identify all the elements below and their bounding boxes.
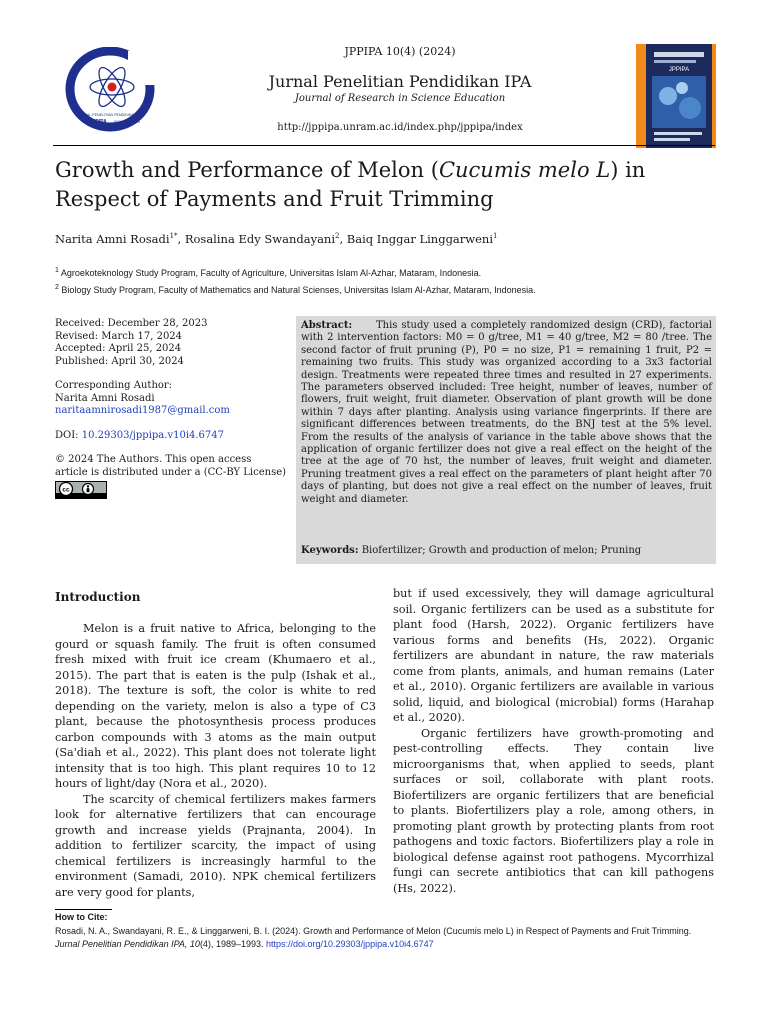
keywords	[301, 545, 712, 556]
cover-label: JPPIPA	[668, 67, 690, 73]
license-text: © 2024 The Authors. This open access article is distributed under a (CC-BY License)	[55, 454, 287, 478]
author-name: Narita Amni Rosadi	[55, 232, 170, 246]
journal-title: Jurnal Penelitian Pendidikan IPA	[268, 72, 532, 91]
how-to-cite-label: How to Cite:	[55, 912, 108, 922]
journal-logo	[58, 47, 158, 137]
citation-issue-pages: (4), 1989–1993.	[199, 939, 266, 949]
how-to-cite-text	[55, 925, 717, 951]
affiliation-item	[55, 264, 715, 281]
paragraph: Organic fertilizers have growth-promoting and pest-controlling effects. They contain live microorganisms that, when applied to seeds, plant surfaces or soil, collaborate with plant roots. Biofertilizers are organic fertilizers that are beneficial to plants. Biofertilizers play a role, among others, in promoting plant growth by protecting plants from root pathogens and toxic factors. Biofertilizers play a role in biological defense against root pathogens. Mycorrhizal fungi can secrete antibiotics that can kill pathogens (Hs, 2022).	[393, 726, 714, 895]
logo-caption: JURNAL PENELITIAN PENDIDIKAN IPA	[77, 113, 143, 117]
author-name: Rosalina Edy Swandayani	[184, 232, 336, 246]
affiliation-item	[55, 281, 715, 298]
dates-block	[55, 318, 287, 368]
cc-by-license-icon[interactable]	[55, 481, 107, 499]
affiliation-mark: 1	[55, 267, 59, 274]
doi-label: DOI:	[55, 429, 82, 441]
author-list: Narita Amni Rosadi$^{1*}$, Rosalina Edy Swandayani$^2$, Baiq Inggar Linggarweni$^1$	[55, 232, 498, 246]
corresponding-email-link[interactable]: naritaamnirosadi1987@gmail.com	[55, 405, 230, 416]
journal-header	[180, 45, 620, 133]
published-date: Published: April 30, 2024	[55, 355, 184, 367]
corresponding-author-block	[55, 380, 287, 418]
keywords-label: Keywords:	[301, 545, 359, 556]
journal-url[interactable]: http://jppipa.unram.ac.id/index.php/jppipa/index	[277, 122, 523, 133]
body-column-right	[393, 586, 714, 896]
received-date: Received: December 28, 2023	[55, 318, 208, 329]
paragraph: but if used excessively, they will damage agricultural soil. Organic fertilizers can be used as a substitute for plant food (Harsh, 2022). Organic fertilizers have various forms and benefits (Hs, 2022). Organic fertilizers are abundant in nature, the raw materials come from plants, animals, and human remains (Later et al., 2010). Organic fertilizers are available in various solid, liquid, and biological (microbial) forms (Harahap et al., 2020).	[393, 587, 714, 724]
author-name: Baiq Inggar Linggarweni	[346, 232, 494, 246]
keywords-text: Biofertilizer; Growth and production of melon; Pruning	[361, 545, 642, 556]
article-info	[55, 318, 287, 504]
citation-doi-link[interactable]: https://doi.org/10.29303/jppipa.v10i4.6747	[266, 939, 434, 949]
article-title	[55, 156, 725, 214]
logo-issn: ISSN: 2460-7924	[113, 120, 141, 124]
accepted-date: Accepted: April 25, 2024	[55, 343, 182, 354]
doi-block	[55, 430, 287, 443]
cc-text: cc	[62, 486, 70, 494]
title-part-2: ) in Respect of Payments and Fruit Trimming	[55, 158, 646, 211]
footnote-rule	[55, 909, 112, 910]
abstract	[301, 320, 712, 506]
journal-subtitle: Journal of Research in Science Education	[294, 93, 506, 104]
logo-acronym: JPPIPA	[89, 119, 107, 125]
citation-journal: Jurnal Penelitian Pendidikan IPA, 10	[55, 939, 200, 949]
abstract-label: Abstract:	[301, 320, 353, 331]
journal-issue: JPPIPA 10(4) (2024)	[344, 45, 456, 58]
revised-date: Revised: March 17, 2024	[55, 330, 183, 342]
corresponding-label: Corresponding Author:	[55, 380, 173, 391]
author-affiliation-mark: 2	[335, 232, 340, 241]
doi-link[interactable]: 10.29303/jppipa.v10i4.6747	[81, 429, 225, 441]
affiliation-text: Biology Study Program, Faculty of Mathematics and Natural Scienses, Universitas Islam Al-Azhar, Mataram, Indonesia.	[61, 284, 536, 295]
title-part-1: Growth and Performance of Melon (	[55, 158, 439, 182]
author-affiliation-mark: 1	[493, 232, 498, 241]
title-species: Cucumis melo L	[438, 158, 611, 182]
body-column-left	[55, 621, 376, 900]
affiliation-text: Agroekoteknology Study Program, Faculty of Agriculture, Universitas Islam Al-Azhar, Mataram, Indonesia.	[60, 268, 482, 278]
header-rule	[53, 145, 715, 146]
section-heading-introduction: Introduction	[55, 590, 141, 604]
paragraph: The scarcity of chemical fertilizers makes farmers look for alternative fertilizers that can encourage growth and increase yields (Prajnanta, 2004). In addition to fertilizer scarcity, the impact of using chemical fertilizers is increasingly harmful to the environment (Samadi, 2010). NPK chemical fertilizers are very good for plants,	[55, 792, 376, 899]
paragraph: Melon is a fruit native to Africa, belonging to the gourd or squash family. The fruit is often consumed fresh mixed with fruit ice cream (Khumaero et al., 2015). The part that is eaten is the pulp (Ishak et al., 2018). The texture is soft, the color is white to red depending on the variety, melon is also a type of C3 plant, because the photosynthesis process produces carbon compounds with 3 atoms as the main output (Sa'diah et al., 2022). This plant does not tolerate light intensity that is too high. This plant requires 10 to 12 hours of light/day (Nora et al., 2020).	[55, 622, 376, 790]
citation-text: Rosadi, N. A., Swandayani, R. E., & Linggarweni, B. I. (2024). Growth and Performance of Melon (Cucumis melo L) in Respect of Payments and Fruit Trimming.	[55, 926, 692, 936]
corresponding-name: Narita Amni Rosadi	[55, 392, 155, 404]
abstract-text: This study used a completely randomized design (CRD), factorial with 2 intervention factors: M0 = 0 g/tree, M1 = 40 g/tree, M2 = 80 /tree. The second factor of fruit pruning (P), P0 = no size, P1 = remaining 1 fruit, P2 = remaining two fruits. This study was organized according to a 3x3 factorial design. Treatments were repeated three times and resulted in 27 experiments. The parameters observed included: Tree height, number of leaves, number of flowers, fruit weight, fruit diameter. Observation of plant growth will be done within 7 days after planting. Analysis using variance fingerprints. If there are significant differences between treatments, do the BNJ test at the 5% level. From the results of the analysis of variance in the table above shows that the application of organic fertilizer does not give a real effect on the height of the tree at the age of 70 hst, the number of leaves, fruit weight and diameter. Pruning treatment gives a real effect on the parameters of plant height after 70 days of planting, but does not give a real effect on the number of leaves, fruit weight and diameter.	[301, 320, 712, 505]
affiliations	[55, 264, 715, 297]
author-affiliation-mark: 1*	[169, 232, 178, 241]
journal-cover-thumbnail	[636, 44, 716, 148]
atom-icon	[90, 64, 134, 110]
affiliation-mark: 2	[55, 283, 59, 291]
